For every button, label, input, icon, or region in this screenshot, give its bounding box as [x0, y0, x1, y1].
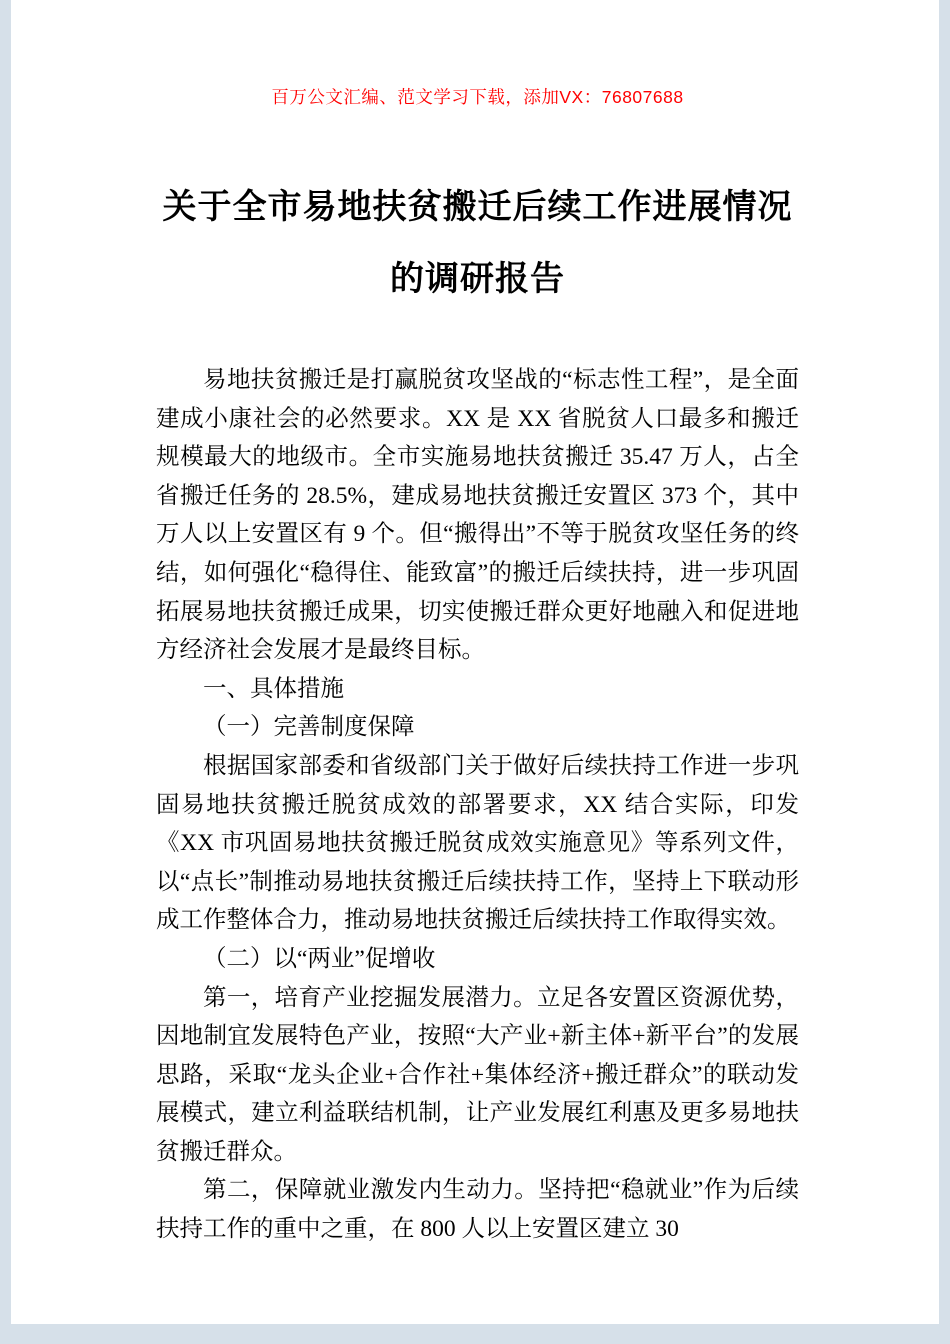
document-title	[156, 171, 799, 315]
paragraph-employment: 第二，保障就业激发内生动力。坚持把“稳就业”作为后续扶持工作的重中之重，在 800 人以上安置区建立 30	[156, 1177, 799, 1243]
section-heading-1: 一、具体措施	[203, 675, 344, 702]
document-page	[11, 0, 939, 1324]
header-ad-notice: 百万公文汇编、范文学习下载，添加VX：76807688	[271, 87, 684, 107]
document-title-line-2: 的调研报告	[390, 260, 565, 298]
document-title-line-1: 关于全市易地扶贫搬迁后续工作进展情况	[162, 188, 793, 226]
paragraph-institutional-guarantee: 根据国家部委和省级部门关于做好后续扶持工作进一步巩固易地扶贫搬迁脱贫成效的部署要求，XX 结合实际，印发《XX 市巩固易地扶贫搬迁脱贫成效实施意见》等系列文件，以“点长”制推动易地扶贫搬迁后续扶持工作，坚持上下联动形成工作整体合力，推动易地扶贫搬迁后续扶持工作取得实效。	[156, 752, 799, 934]
subsection-heading-1-2: （二）以“两业”促增收	[203, 945, 436, 972]
subsection-heading-1-1: （一）完善制度保障	[203, 714, 415, 741]
opening-paragraph: 易地扶贫搬迁是打赢脱贫攻坚战的“标志性工程”，是全面建成小康社会的必然要求。XX 是 XX 省脱贫人口最多和搬迁规模最大的地级市。全市实施易地扶贫搬迁 35.47 万人，占全省搬迁任务的 28.5%，建成易地扶贫搬迁安置区 373 个，其中万人以上安置区有 9 个。但“搬得出”不等于脱贫攻坚任务的终结，如何强化“稳得住、能致富”的搬迁后续扶持，进一步巩固拓展易地扶贫搬迁成果，切实使搬迁群众更好地融入和促进地方经济社会发展才是最终目标。	[156, 367, 799, 664]
document-body	[156, 361, 799, 1249]
paragraph-industry-development: 第一，培育产业挖掘发展潜力。立足各安置区资源优势，因地制宜发展特色产业，按照“大产业+新主体+新平台”的发展思路，采取“龙头企业+合作社+集体经济+搬迁群众”的联动发展模式，建立利益联结机制，让产业发展红利惠及更多易地扶贫搬迁群众。	[156, 984, 799, 1165]
